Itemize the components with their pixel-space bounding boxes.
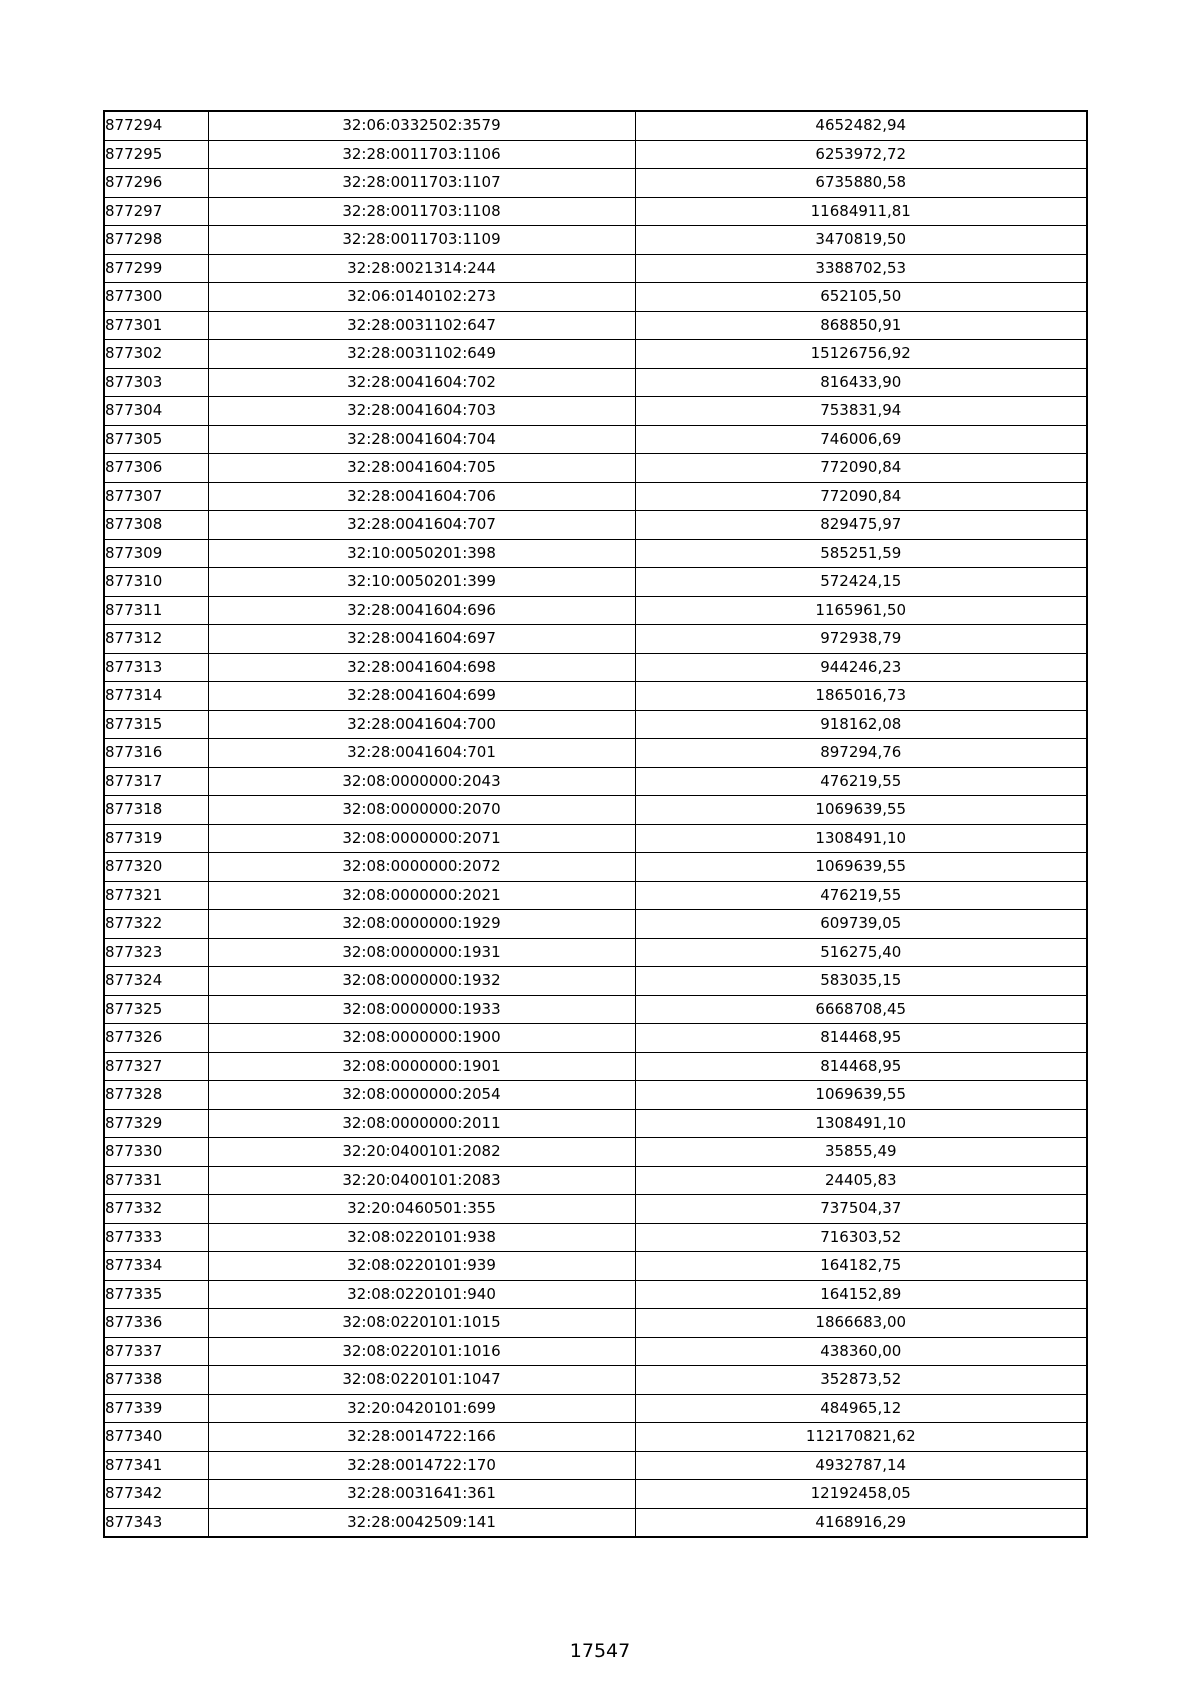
value-cell: 476219,55 [635, 767, 1087, 796]
value-cell: 352873,52 [635, 1366, 1087, 1395]
table-row [104, 1451, 1087, 1480]
value-cell: 1866683,00 [635, 1309, 1087, 1338]
cadastral-number-cell: 32:28:0031641:361 [208, 1480, 635, 1509]
table-row [104, 881, 1087, 910]
cadastral-number-cell: 32:28:0041604:701 [208, 739, 635, 768]
value-cell: 972938,79 [635, 625, 1087, 654]
cadastral-number-cell: 32:28:0014722:170 [208, 1451, 635, 1480]
row-number-cell: 877297 [104, 197, 208, 226]
cadastral-number-cell: 32:08:0000000:2070 [208, 796, 635, 825]
row-number-cell: 877301 [104, 311, 208, 340]
table-row [104, 254, 1087, 283]
row-number-cell: 877338 [104, 1366, 208, 1395]
value-cell: 609739,05 [635, 910, 1087, 939]
table-row [104, 682, 1087, 711]
value-cell: 572424,15 [635, 568, 1087, 597]
row-number-cell: 877326 [104, 1024, 208, 1053]
table-row [104, 1024, 1087, 1053]
cadastral-number-cell: 32:08:0000000:2072 [208, 853, 635, 882]
value-cell: 438360,00 [635, 1337, 1087, 1366]
value-cell: 4168916,29 [635, 1508, 1087, 1537]
row-number-cell: 877303 [104, 368, 208, 397]
table-body [104, 111, 1087, 1537]
row-number-cell: 877333 [104, 1223, 208, 1252]
cadastral-number-cell: 32:08:0000000:1932 [208, 967, 635, 996]
value-cell: 112170821,62 [635, 1423, 1087, 1452]
table-row [104, 739, 1087, 768]
cadastral-number-cell: 32:08:0220101:939 [208, 1252, 635, 1281]
row-number-cell: 877319 [104, 824, 208, 853]
table-row [104, 596, 1087, 625]
page-number: 17547 [569, 1640, 631, 1662]
row-number-cell: 877327 [104, 1052, 208, 1081]
cadastral-number-cell: 32:28:0041604:703 [208, 397, 635, 426]
row-number-cell: 877296 [104, 169, 208, 198]
value-cell: 816433,90 [635, 368, 1087, 397]
row-number-cell: 877328 [104, 1081, 208, 1110]
row-number-cell: 877317 [104, 767, 208, 796]
row-number-cell: 877332 [104, 1195, 208, 1224]
row-number-cell: 877309 [104, 539, 208, 568]
table-row [104, 1366, 1087, 1395]
table-row [104, 1337, 1087, 1366]
row-number-cell: 877322 [104, 910, 208, 939]
value-cell: 4932787,14 [635, 1451, 1087, 1480]
table-row [104, 197, 1087, 226]
cadastral-number-cell: 32:28:0042509:141 [208, 1508, 635, 1537]
table-row [104, 1138, 1087, 1167]
row-number-cell: 877312 [104, 625, 208, 654]
row-number-cell: 877324 [104, 967, 208, 996]
value-cell: 814468,95 [635, 1024, 1087, 1053]
value-cell: 476219,55 [635, 881, 1087, 910]
value-cell: 12192458,05 [635, 1480, 1087, 1509]
table-row [104, 1280, 1087, 1309]
row-number-cell: 877318 [104, 796, 208, 825]
row-number-cell: 877342 [104, 1480, 208, 1509]
table-row [104, 1394, 1087, 1423]
table-row [104, 967, 1087, 996]
row-number-cell: 877323 [104, 938, 208, 967]
table-row [104, 425, 1087, 454]
row-number-cell: 877310 [104, 568, 208, 597]
value-cell: 772090,84 [635, 482, 1087, 511]
row-number-cell: 877340 [104, 1423, 208, 1452]
value-cell: 3470819,50 [635, 226, 1087, 255]
table-row [104, 1508, 1087, 1537]
value-cell: 164152,89 [635, 1280, 1087, 1309]
cadastral-number-cell: 32:20:0420101:699 [208, 1394, 635, 1423]
cadastral-number-cell: 32:28:0041604:700 [208, 710, 635, 739]
row-number-cell: 877308 [104, 511, 208, 540]
row-number-cell: 877339 [104, 1394, 208, 1423]
cadastral-number-cell: 32:08:0000000:2071 [208, 824, 635, 853]
row-number-cell: 877325 [104, 995, 208, 1024]
table-row [104, 1109, 1087, 1138]
table-row [104, 368, 1087, 397]
cadastral-number-cell: 32:28:0041604:699 [208, 682, 635, 711]
value-cell: 583035,15 [635, 967, 1087, 996]
cadastral-number-cell: 32:28:0041604:705 [208, 454, 635, 483]
value-cell: 772090,84 [635, 454, 1087, 483]
cadastral-number-cell: 32:08:0220101:1015 [208, 1309, 635, 1338]
table-row [104, 767, 1087, 796]
cadastral-number-cell: 32:28:0041604:702 [208, 368, 635, 397]
value-cell: 24405,83 [635, 1166, 1087, 1195]
cadastral-number-cell: 32:08:0220101:940 [208, 1280, 635, 1309]
table-row [104, 454, 1087, 483]
row-number-cell: 877313 [104, 653, 208, 682]
table-row [104, 111, 1087, 140]
row-number-cell: 877335 [104, 1280, 208, 1309]
row-number-cell: 877295 [104, 140, 208, 169]
row-number-cell: 877321 [104, 881, 208, 910]
table-row [104, 938, 1087, 967]
table-row [104, 1423, 1087, 1452]
data-table [103, 110, 1088, 1538]
cadastral-number-cell: 32:28:0011703:1106 [208, 140, 635, 169]
cadastral-number-cell: 32:28:0041604:707 [208, 511, 635, 540]
cadastral-number-cell: 32:20:0400101:2082 [208, 1138, 635, 1167]
table-row [104, 1166, 1087, 1195]
value-cell: 944246,23 [635, 653, 1087, 682]
cadastral-number-cell: 32:28:0041604:697 [208, 625, 635, 654]
value-cell: 6253972,72 [635, 140, 1087, 169]
row-number-cell: 877300 [104, 283, 208, 312]
cadastral-number-cell: 32:20:0400101:2083 [208, 1166, 635, 1195]
value-cell: 3388702,53 [635, 254, 1087, 283]
value-cell: 1308491,10 [635, 1109, 1087, 1138]
cadastral-number-cell: 32:08:0000000:1900 [208, 1024, 635, 1053]
value-cell: 164182,75 [635, 1252, 1087, 1281]
cadastral-number-cell: 32:08:0220101:938 [208, 1223, 635, 1252]
row-number-cell: 877341 [104, 1451, 208, 1480]
cadastral-number-cell: 32:20:0460501:355 [208, 1195, 635, 1224]
cadastral-number-cell: 32:08:0000000:2011 [208, 1109, 635, 1138]
table-row [104, 625, 1087, 654]
table-row [104, 910, 1087, 939]
cadastral-number-cell: 32:28:0031102:649 [208, 340, 635, 369]
value-cell: 652105,50 [635, 283, 1087, 312]
value-cell: 1165961,50 [635, 596, 1087, 625]
value-cell: 918162,08 [635, 710, 1087, 739]
value-cell: 11684911,81 [635, 197, 1087, 226]
value-cell: 829475,97 [635, 511, 1087, 540]
cadastral-number-cell: 32:28:0041604:704 [208, 425, 635, 454]
cadastral-number-cell: 32:08:0220101:1016 [208, 1337, 635, 1366]
table-row [104, 539, 1087, 568]
table-row [104, 1195, 1087, 1224]
value-cell: 1865016,73 [635, 682, 1087, 711]
cadastral-number-cell: 32:28:0014722:166 [208, 1423, 635, 1452]
table-row [104, 853, 1087, 882]
row-number-cell: 877331 [104, 1166, 208, 1195]
cadastral-number-cell: 32:08:0000000:1901 [208, 1052, 635, 1081]
row-number-cell: 877307 [104, 482, 208, 511]
value-cell: 1069639,55 [635, 1081, 1087, 1110]
value-cell: 35855,49 [635, 1138, 1087, 1167]
row-number-cell: 877337 [104, 1337, 208, 1366]
row-number-cell: 877302 [104, 340, 208, 369]
value-cell: 868850,91 [635, 311, 1087, 340]
row-number-cell: 877304 [104, 397, 208, 426]
cadastral-number-cell: 32:08:0000000:1931 [208, 938, 635, 967]
cadastral-number-cell: 32:10:0050201:399 [208, 568, 635, 597]
cadastral-number-cell: 32:06:0332502:3579 [208, 111, 635, 140]
row-number-cell: 877294 [104, 111, 208, 140]
cadastral-number-cell: 32:28:0041604:706 [208, 482, 635, 511]
row-number-cell: 877306 [104, 454, 208, 483]
table-row [104, 311, 1087, 340]
table-row [104, 482, 1087, 511]
row-number-cell: 877329 [104, 1109, 208, 1138]
row-number-cell: 877343 [104, 1508, 208, 1537]
value-cell: 1069639,55 [635, 796, 1087, 825]
table-row [104, 1223, 1087, 1252]
row-number-cell: 877330 [104, 1138, 208, 1167]
value-cell: 716303,52 [635, 1223, 1087, 1252]
value-cell: 897294,76 [635, 739, 1087, 768]
table-row [104, 140, 1087, 169]
row-number-cell: 877299 [104, 254, 208, 283]
table-row [104, 995, 1087, 1024]
table-row [104, 169, 1087, 198]
cadastral-number-cell: 32:28:0041604:698 [208, 653, 635, 682]
cadastral-number-cell: 32:28:0021314:244 [208, 254, 635, 283]
row-number-cell: 877311 [104, 596, 208, 625]
cadastral-number-cell: 32:08:0000000:2043 [208, 767, 635, 796]
value-cell: 516275,40 [635, 938, 1087, 967]
row-number-cell: 877336 [104, 1309, 208, 1338]
value-cell: 4652482,94 [635, 111, 1087, 140]
cadastral-number-cell: 32:08:0000000:2054 [208, 1081, 635, 1110]
table-row [104, 653, 1087, 682]
value-cell: 1308491,10 [635, 824, 1087, 853]
table-row [104, 568, 1087, 597]
cadastral-number-cell: 32:28:0031102:647 [208, 311, 635, 340]
row-number-cell: 877334 [104, 1252, 208, 1281]
table-row [104, 340, 1087, 369]
table-row [104, 1052, 1087, 1081]
table-row [104, 796, 1087, 825]
value-cell: 737504,37 [635, 1195, 1087, 1224]
cadastral-number-cell: 32:28:0011703:1109 [208, 226, 635, 255]
cadastral-number-cell: 32:08:0000000:2021 [208, 881, 635, 910]
table-row [104, 283, 1087, 312]
table-row [104, 1252, 1087, 1281]
value-cell: 6668708,45 [635, 995, 1087, 1024]
cadastral-number-cell: 32:08:0000000:1933 [208, 995, 635, 1024]
row-number-cell: 877305 [104, 425, 208, 454]
row-number-cell: 877315 [104, 710, 208, 739]
row-number-cell: 877314 [104, 682, 208, 711]
value-cell: 746006,69 [635, 425, 1087, 454]
value-cell: 1069639,55 [635, 853, 1087, 882]
table-row [104, 1480, 1087, 1509]
table-row [104, 397, 1087, 426]
cadastral-number-cell: 32:28:0011703:1108 [208, 197, 635, 226]
value-cell: 15126756,92 [635, 340, 1087, 369]
table-row [104, 1081, 1087, 1110]
cadastral-number-cell: 32:28:0011703:1107 [208, 169, 635, 198]
cadastral-number-cell: 32:08:0220101:1047 [208, 1366, 635, 1395]
value-cell: 814468,95 [635, 1052, 1087, 1081]
cadastral-number-cell: 32:06:0140102:273 [208, 283, 635, 312]
table-row [104, 824, 1087, 853]
value-cell: 484965,12 [635, 1394, 1087, 1423]
row-number-cell: 877316 [104, 739, 208, 768]
table-row [104, 710, 1087, 739]
cadastral-number-cell: 32:08:0000000:1929 [208, 910, 635, 939]
row-number-cell: 877320 [104, 853, 208, 882]
cadastral-number-cell: 32:10:0050201:398 [208, 539, 635, 568]
cadastral-number-cell: 32:28:0041604:696 [208, 596, 635, 625]
table-row [104, 226, 1087, 255]
table-row [104, 511, 1087, 540]
value-cell: 753831,94 [635, 397, 1087, 426]
row-number-cell: 877298 [104, 226, 208, 255]
value-cell: 585251,59 [635, 539, 1087, 568]
table-row [104, 1309, 1087, 1338]
value-cell: 6735880,58 [635, 169, 1087, 198]
